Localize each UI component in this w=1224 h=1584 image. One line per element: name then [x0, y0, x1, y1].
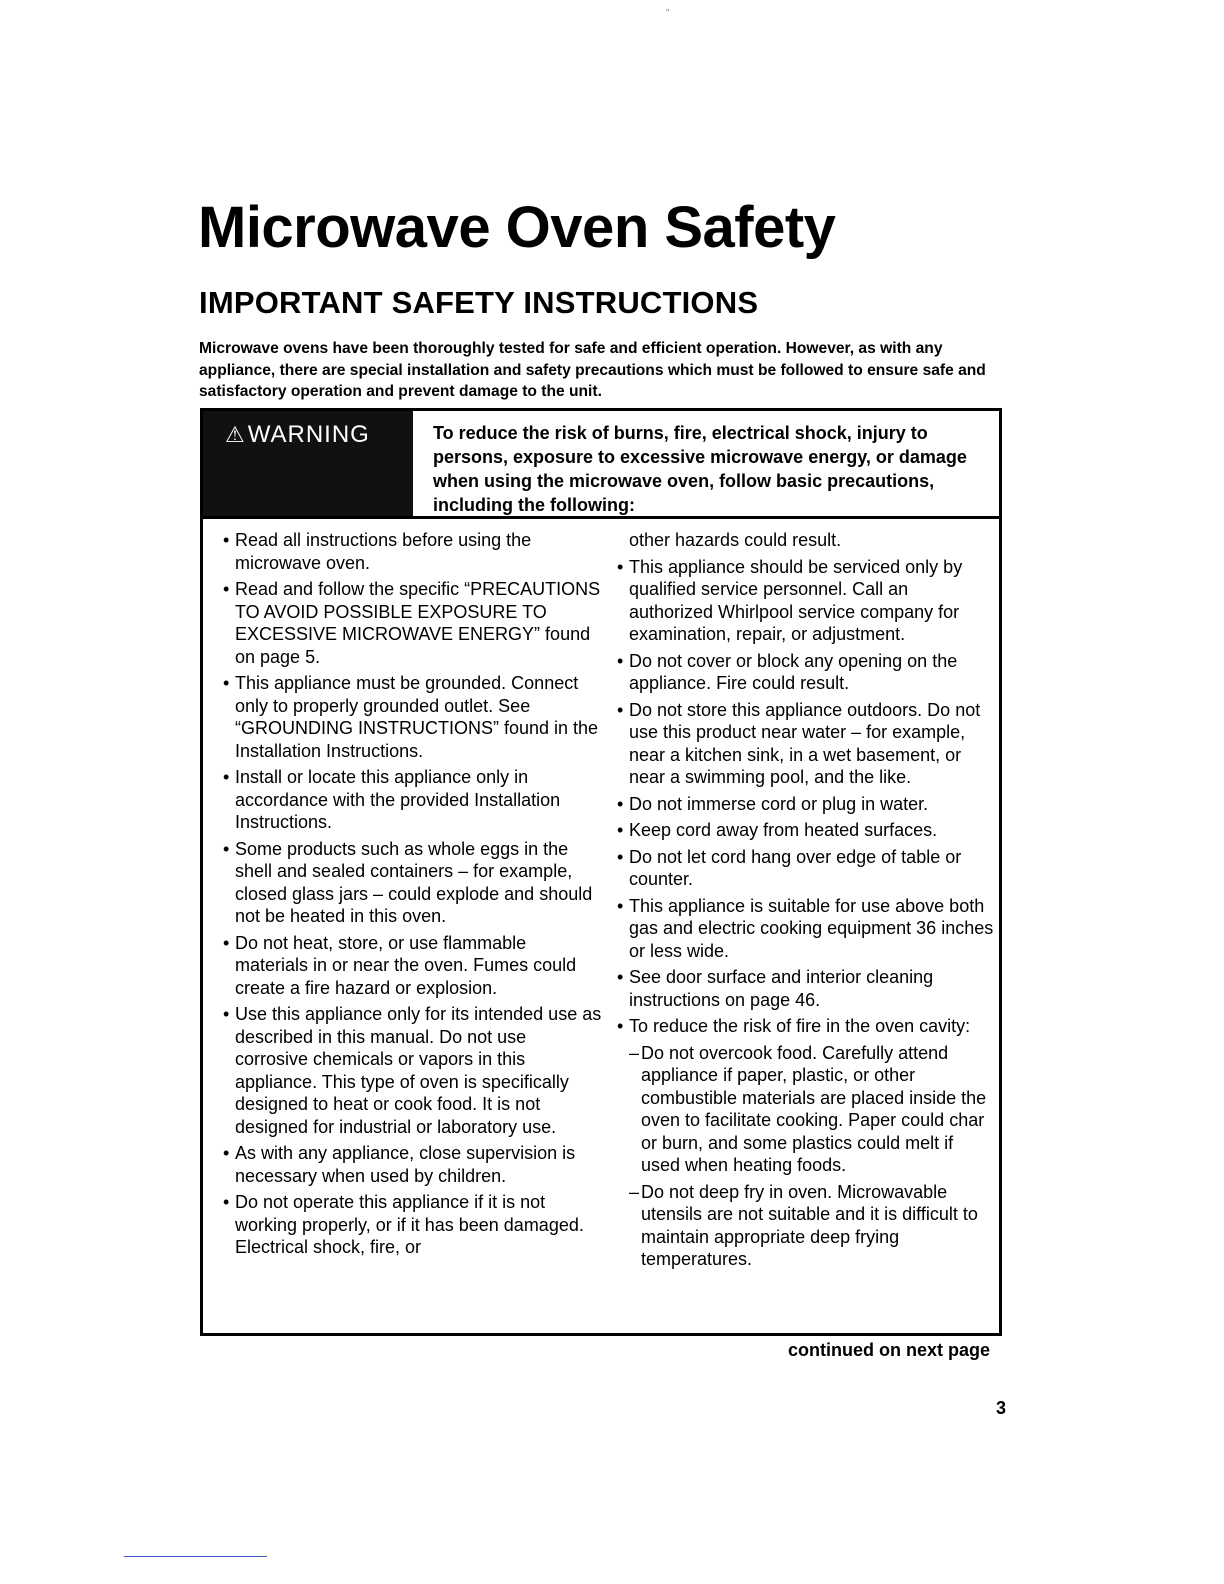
warning-heading: To reduce the risk of burns, fire, electrical shock, injury to persons, exposure to excessive microwave energy, or damage when using the microwave oven, follow basic precautions, including the following: [433, 423, 967, 515]
list-item: • This appliance must be grounded. Connect only to properly grounded outlet. See “GROUNDING INSTRUCTIONS” found in the Installation Instructions. [223, 672, 603, 762]
list-item: • Do not let cord hang over edge of table or counter. [617, 846, 997, 891]
list-item: • As with any appliance, close supervision is necessary when used by children. [223, 1142, 603, 1187]
list-item: • See door surface and interior cleaning instructions on page 46. [617, 966, 997, 1011]
list-item: • Use this appliance only for its intended use as described in this manual. Do not use corrosive chemicals or vapors in this appliance. This type of oven is specifically designed to heat or cook food. It is not designed for industrial or laboratory use. [223, 1003, 603, 1138]
list-item: • This appliance is suitable for use above both gas and electric cooking equipment 36 inches or less wide. [617, 895, 997, 963]
left-column [223, 529, 603, 1263]
page-number: 3 [996, 1398, 1007, 1418]
list-item-continuation: other hazards could result. [629, 530, 842, 550]
list-item: • Keep cord away from heated surfaces. [617, 819, 997, 842]
sub-list-item: – Do not deep fry in oven. Microwavable utensils are not suitable and it is difficult to maintain appropriate deep frying temperatures. [629, 1181, 978, 1269]
page-title: Microwave Oven Safety [198, 195, 836, 260]
sub-list-item-text: Do not overcook food. Carefully attend appliance if paper, plastic, or other combustible materials are placed inside the oven to facilitate cooking. Paper could char or burn, and some plastics could melt if used when heating foods. [641, 1042, 987, 1175]
warning-triangle-icon: ⚠ [225, 422, 246, 447]
list-item: • Read and follow the specific “PRECAUTIONS TO AVOID POSSIBLE EXPOSURE TO EXCESSIVE MICROWAVE ENERGY” found on page 5. [223, 578, 603, 668]
bottom-rule [124, 1556, 267, 1557]
continued-note: continued on next page [788, 1340, 991, 1360]
right-list [617, 529, 997, 1271]
section-heading: IMPORTANT SAFETY INSTRUCTIONS [199, 285, 759, 320]
warning-box [200, 408, 1002, 1336]
warning-divider [203, 516, 999, 519]
list-item: • Do not store this appliance outdoors. Do not use this product near water – for example, near a kitchen sink, in a wet basement, or near a swimming pool, and the like. [617, 699, 997, 789]
intro-paragraph: Microwave ovens have been thoroughly tested for safe and efficient operation. However, as with any appliance, there are special installation and safety precautions which must be followed to ensure safe and satisfactory operation and prevent damage to the unit. [199, 340, 986, 400]
warning-label-text: WARNING [247, 421, 370, 448]
list-item: • Do not operate this appliance if it is not working properly, or if it has been damaged. Electrical shock, fire, or [223, 1191, 603, 1259]
right-column [617, 529, 997, 1275]
sub-list-item: – Do not overcook food. Carefully attend appliance if paper, plastic, or other combustible materials are placed inside the oven to facilitate cooking. Paper could char or burn, and some plastics could melt if used when heating foods. [629, 1042, 987, 1175]
list-item-text: To reduce the risk of fire in the oven cavity: [629, 1016, 971, 1036]
scan-mark: " [666, 8, 670, 19]
sub-list-item-text: Do not deep fry in oven. Microwavable utensils are not suitable and it is difficult to maintain appropriate deep frying temperatures. [641, 1181, 978, 1269]
list-item: • This appliance should be serviced only by qualified service personnel. Call an authorized Whirlpool service company for examination, repair, or adjustment. [617, 556, 997, 646]
list-item: • Do not immerse cord or plug in water. [617, 793, 997, 816]
list-item: • Read all instructions before using the microwave oven. [223, 529, 603, 574]
sub-list [629, 1042, 997, 1271]
list-item: • Do not heat, store, or use flammable materials in or near the oven. Fumes could create a fire hazard or explosion. [223, 932, 603, 1000]
list-item: • Some products such as whole eggs in the shell and sealed containers – for example, closed glass jars – could explode and should not be heated in this oven. [223, 838, 603, 928]
list-item [617, 1015, 997, 1271]
warning-label [225, 421, 370, 449]
list-item: • Do not cover or block any opening on the appliance. Fire could result. [617, 650, 997, 695]
warning-label-block [203, 411, 413, 518]
list-item: • Install or locate this appliance only in accordance with the provided Installation Instructions. [223, 766, 603, 834]
left-list [223, 529, 603, 1259]
